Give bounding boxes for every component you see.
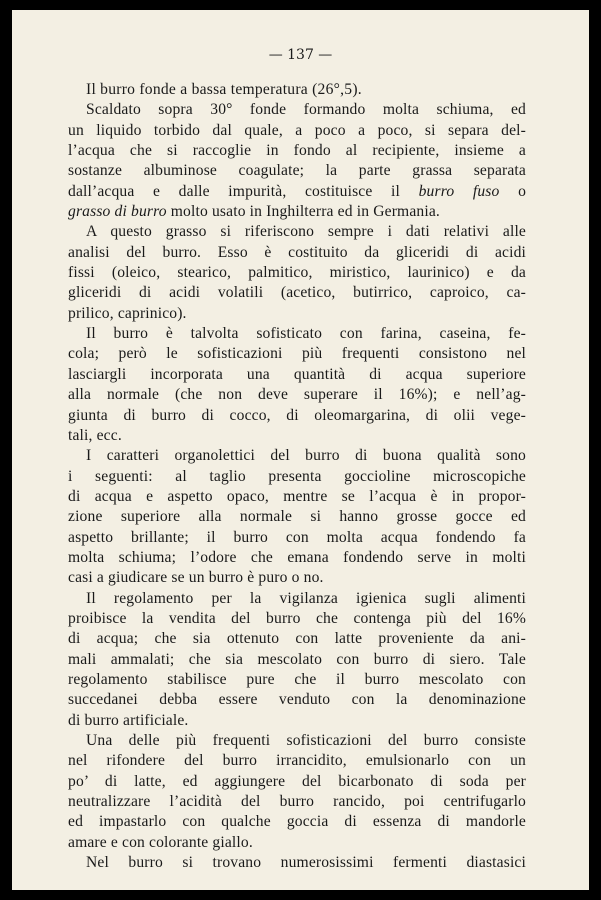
text-line: amare e con colorante giallo.: [68, 833, 253, 851]
text-line: Una delle più frequenti sofisticazioni del burro consiste: [86, 732, 526, 749]
text-segment: dall’acqua e dalle impurità, costituisce il: [68, 182, 419, 200]
text-line: Nel burro si trovano numerosissimi fermenti diastasici: [86, 854, 526, 872]
text-line: A questo grasso si riferiscono sempre i dati relativi alle: [86, 223, 526, 241]
text-line: Il regolamento per la vigilanza igienica sugli alimenti: [86, 589, 526, 607]
text-line: lasciargli incorporata una quantità di acqua superiore: [68, 365, 526, 383]
text-line: di burro artificiale.: [68, 711, 189, 729]
text-line: prilico, caprinico).: [68, 304, 187, 322]
text-line: mali ammalati; che sia mescolato con burro di siero. Tale: [68, 650, 526, 668]
text-line: un liquido torbido dal quale, a poco a poco, si separa del-: [68, 121, 526, 139]
text-line: po’ di latte, ed aggiungere del bicarbonato di soda per: [68, 772, 526, 790]
text-line: Il burro fonde a bassa temperatura (26°,5).: [86, 81, 362, 98]
text-line: neutralizzare l’acidità del burro rancido, poi centrifugarlo: [68, 793, 526, 811]
text-line: Il burro è talvolta sofisticato con farina, caseina, fe-: [86, 325, 526, 343]
text-segment: o: [499, 182, 527, 200]
text-line: [68, 182, 526, 202]
text-line: cola; però le sofisticazioni più frequenti consistono nel: [68, 345, 526, 363]
text-line: aspetto brillante; il burro con molta acqua fondendo fa: [68, 528, 526, 546]
text-line: l’acqua che si raccoglie in fondo al recipiente, insieme a: [68, 142, 526, 160]
text-line: di acqua; che sia ottenuto con latte proveniente da ani-: [68, 630, 526, 648]
text-line: fissi (oleico, stearico, palmitico, miristico, laurinico) e da: [68, 264, 526, 282]
text-line: gliceridi di acidi volatili (acetico, butirrico, caproico, ca-: [68, 284, 526, 302]
text-line: I caratteri organolettici del burro di buona qualità sono: [86, 447, 526, 465]
text-line: sostanze albuminose coagulate; la parte grassa separata: [68, 162, 526, 180]
text-line: tali, ecc.: [68, 426, 122, 444]
body-text: [68, 80, 526, 873]
text-segment: molto usato in Inghilterra ed in Germania.: [166, 203, 440, 221]
text-line: i seguenti: al taglio presenta goccioline microscopiche: [68, 467, 526, 485]
text-line: di acqua e aspetto opaco, mentre se l’acqua è in propor-: [68, 487, 526, 505]
page-number: — 137 —: [268, 47, 333, 63]
text-line: zione superiore alla normale si hanno grosse gocce ed: [68, 508, 526, 526]
text-line: proibisce la vendita del burro che contenga più del 16%: [68, 609, 526, 627]
text-line: analisi del burro. Esso è costituito da gliceridi di acidi: [68, 243, 526, 261]
text-line: succedanei debba essere venduto con la denominazione: [68, 691, 526, 709]
italic-term: burro fuso: [418, 182, 500, 200]
book-page: [12, 10, 589, 890]
text-line: [68, 202, 526, 222]
text-line: regolamento stabilisce pure che il burro mescolato con: [68, 670, 526, 688]
text-line: alla normale (che non deve superare il 16%); e nell’ag-: [68, 386, 526, 404]
text-line: ed impastarlo con qualche goccia di essenza di mandorle: [68, 813, 526, 831]
text-line: molta schiuma; l’odore che emana fondendo serve in molti: [68, 548, 526, 566]
italic-term: grasso di burro: [68, 203, 167, 221]
text-line: casi a giudicare se un burro è puro o no.: [68, 569, 324, 587]
text-line: Scaldato sopra 30° fonde formando molta schiuma, ed: [86, 101, 526, 119]
text-line: giunta di burro di cocco, di oleomargarina, di olii vege-: [68, 406, 526, 424]
text-line: nel rifondere del burro irrancidito, emulsionarlo con un: [68, 752, 526, 770]
